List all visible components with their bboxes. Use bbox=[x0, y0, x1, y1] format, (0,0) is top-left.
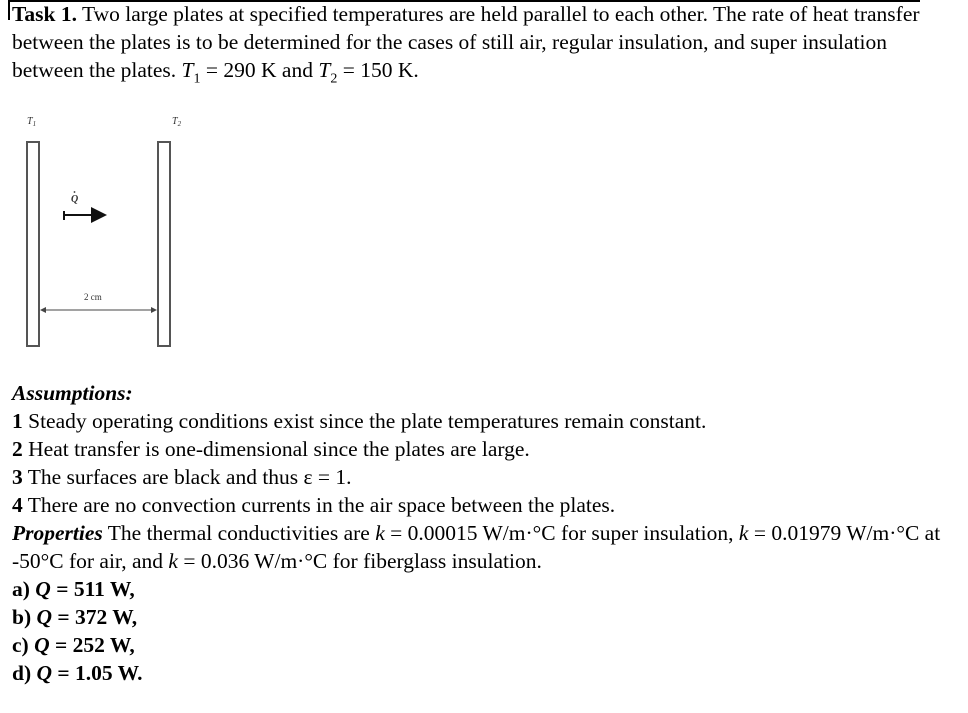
q-dot-mark bbox=[74, 191, 76, 193]
left-border-rule bbox=[8, 0, 10, 20]
left-plate bbox=[27, 142, 39, 346]
t2-diagram-label: $T_2$ bbox=[172, 116, 182, 128]
assumption-number: 2 bbox=[12, 437, 23, 461]
answer-c bbox=[12, 631, 962, 659]
right-plate bbox=[158, 142, 170, 346]
answer-a bbox=[12, 575, 962, 603]
plates-diagram bbox=[12, 112, 192, 357]
t1-subscript: 1 bbox=[193, 71, 201, 87]
task-label: Task 1. bbox=[12, 2, 77, 26]
assumption-number: 1 bbox=[12, 409, 23, 433]
assumption-item bbox=[12, 407, 962, 435]
gap-dimension-label: 2 cm bbox=[84, 292, 102, 302]
assumption-item bbox=[12, 463, 962, 491]
assumptions-heading: Assumptions: bbox=[12, 381, 133, 405]
answer-d bbox=[12, 659, 962, 687]
t1-symbol: T bbox=[181, 58, 194, 82]
assumption-text: Steady operating conditions exist since the plate temperatures remain constant. bbox=[22, 409, 707, 433]
t1-diagram-label: $T_1$ bbox=[27, 116, 37, 128]
q-symbol: Q bbox=[34, 633, 50, 657]
t2-value: = 150 K. bbox=[337, 58, 419, 82]
assumption-text: The surfaces are black and thus ε = 1. bbox=[22, 465, 352, 489]
solution-body bbox=[12, 379, 962, 687]
t2-symbol: T bbox=[318, 58, 331, 82]
assumption-text: There are no convection currents in the air space between the plates. bbox=[22, 493, 616, 517]
answer-value: = 252 W, bbox=[49, 633, 135, 657]
answer-value: = 372 W, bbox=[52, 605, 138, 629]
assumption-item bbox=[12, 491, 962, 519]
answer-prefix: d) bbox=[12, 661, 37, 685]
properties-value: = 0.00015 W/m·°C for super insulation, bbox=[384, 521, 739, 545]
task-text: Two large plates at specified temperatures are held parallel to each other. The rate of heat transfer between the plates is to be determined for the cases of still air, regular insulation, and super insulation between the plates. bbox=[12, 2, 920, 82]
q-symbol: Q bbox=[36, 661, 53, 685]
answer-prefix: c) bbox=[12, 633, 35, 657]
assumption-number: 4 bbox=[12, 493, 23, 517]
assumption-number: 3 bbox=[12, 465, 23, 489]
q-symbol: Q bbox=[35, 577, 51, 601]
properties-text: The thermal conductivities are bbox=[102, 521, 376, 545]
answer-prefix: a) bbox=[12, 577, 36, 601]
answer-prefix: b) bbox=[12, 605, 37, 629]
answer-value: = 1.05 W. bbox=[52, 661, 143, 685]
t1-value: = 290 K and bbox=[200, 58, 319, 82]
k-symbol: k bbox=[168, 549, 178, 573]
answer-b bbox=[12, 603, 962, 631]
assumption-item bbox=[12, 435, 962, 463]
k-symbol: k bbox=[738, 521, 749, 545]
properties-heading: Properties bbox=[12, 521, 103, 545]
plates-diagram-svg bbox=[12, 112, 192, 357]
q-diagram-label: Q bbox=[71, 194, 79, 205]
t2-subscript: 2 bbox=[330, 71, 338, 87]
properties-value: = 0.01979 W/m·°C at -50°C for air, and bbox=[12, 521, 941, 573]
answer-value: = 511 W, bbox=[50, 577, 135, 601]
task-statement bbox=[12, 0, 962, 93]
assumption-text: Heat transfer is one-dimensional since the plates are large. bbox=[22, 437, 530, 461]
properties-paragraph bbox=[12, 519, 962, 575]
properties-value: = 0.036 W/m·°C for fiberglass insulation. bbox=[177, 549, 542, 573]
k-symbol: k bbox=[375, 521, 385, 545]
q-symbol: Q bbox=[36, 605, 53, 629]
